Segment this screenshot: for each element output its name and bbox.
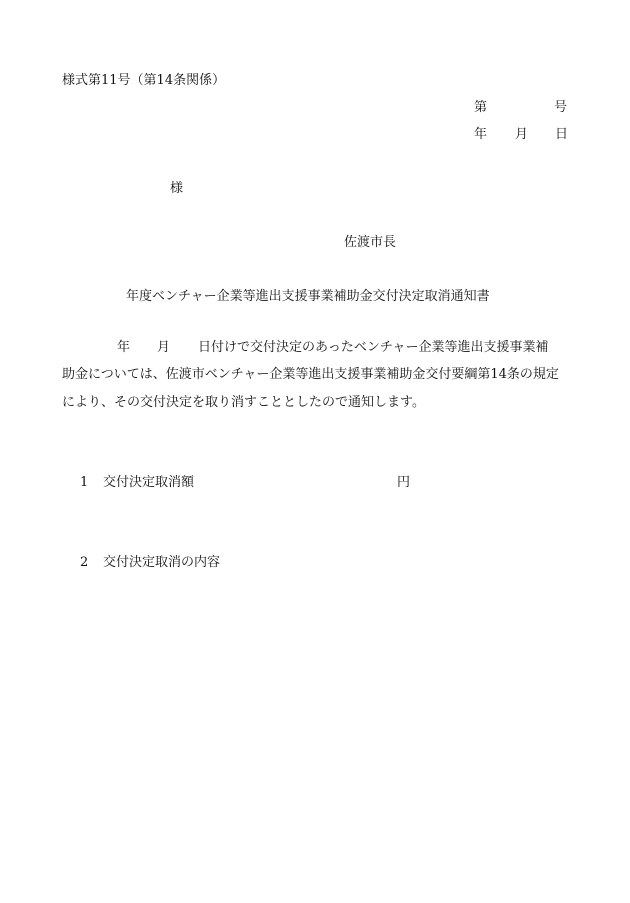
document-title: 年度ベンチャー企業等進出支援事業補助金交付決定取消通知書 bbox=[126, 289, 490, 304]
body-line-1-text: 日付けで交付決定のあったベンチャー企業等進出支援事業補 bbox=[198, 340, 549, 355]
item-2-number: 2 bbox=[80, 555, 89, 570]
date-year-label: 年 bbox=[474, 127, 488, 142]
issuer-name: 佐渡市長 bbox=[344, 235, 397, 250]
item-1-unit: 円 bbox=[397, 475, 411, 490]
date-day-label: 日 bbox=[555, 127, 569, 142]
item-1-label: 交付決定取消額 bbox=[103, 475, 195, 490]
body-line-3: により、その交付決定を取り消すこととしたので通知します。 bbox=[62, 395, 425, 410]
doc-number-suffix: 号 bbox=[554, 100, 568, 115]
doc-number-prefix: 第 bbox=[474, 100, 488, 115]
body-line-2: 助金については、佐渡市ベンチャー企業等進出支援事業補助金交付要綱第14条の規定 bbox=[62, 367, 559, 382]
form-number: 様式第11号（第14条関係） bbox=[62, 73, 226, 88]
body-month-label: 月 bbox=[157, 340, 171, 355]
date-month-label: 月 bbox=[515, 127, 529, 142]
item-2-label: 交付決定取消の内容 bbox=[103, 555, 221, 570]
addressee-honorific: 様 bbox=[170, 181, 184, 196]
body-year-label: 年 bbox=[117, 340, 131, 355]
item-1-number: 1 bbox=[80, 475, 89, 490]
